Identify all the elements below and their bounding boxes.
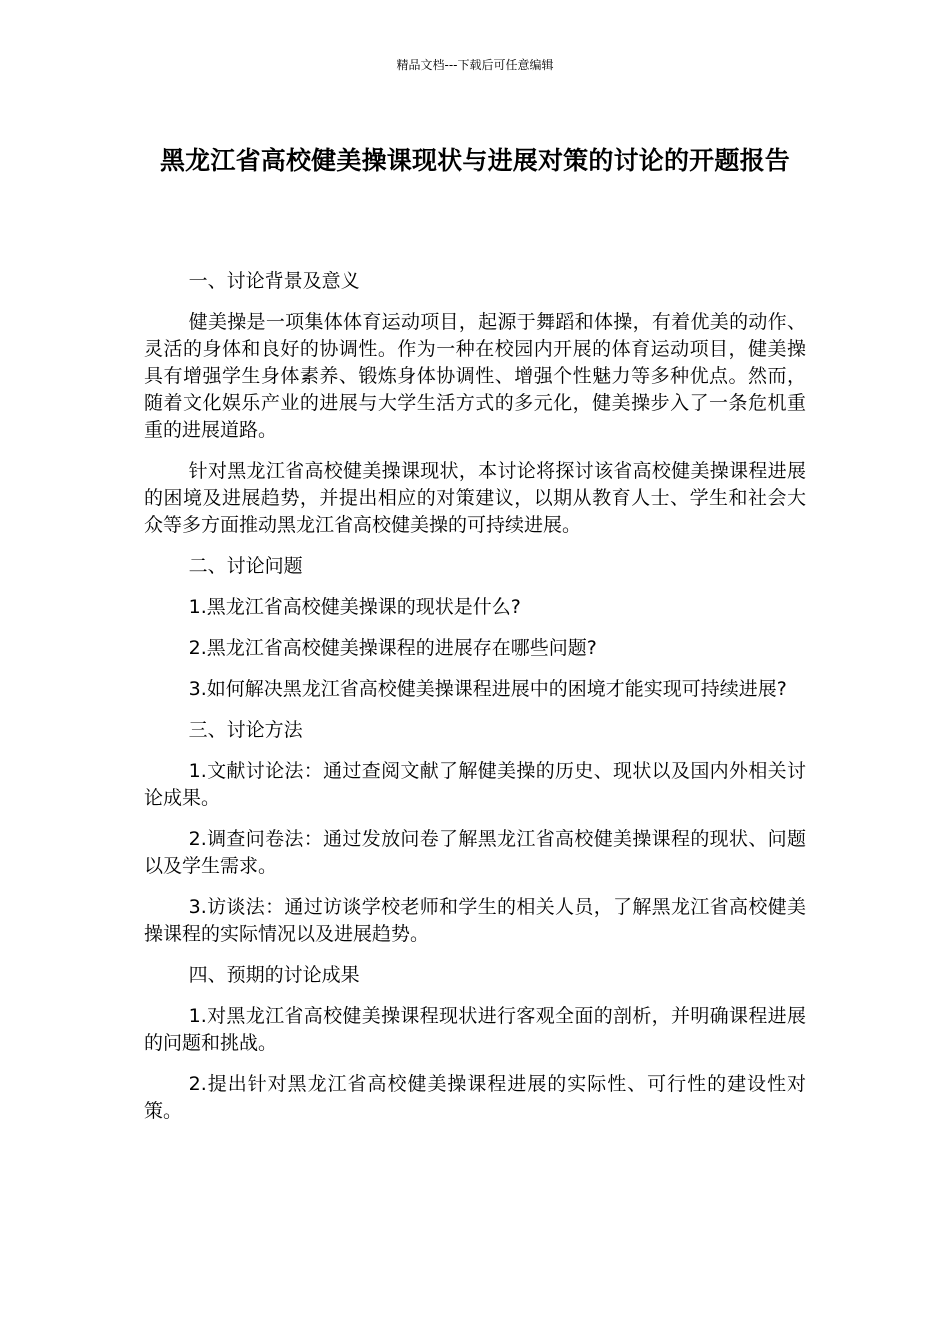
paragraph-background-1: 健美操是一项集体体育运动项目，起源于舞蹈和体操，有着优美的动作、灵活的身体和良好的协调性。作为一种在校园内开展的体育运动项目，健美操具有增强学生身体素养、锻炼身体协调性、增强个性魅力等多种优点。然而，随着文化娱乐产业的进展与大学生活方式的多元化，健美操步入了一条危机重重的进展道路。 <box>144 311 806 441</box>
question-item-1: 1.黑龙江省高校健美操课的现状是什么? <box>188 596 521 618</box>
section-heading-outcomes: 四、预期的讨论成果 <box>188 964 360 986</box>
section-heading-methods: 三、讨论方法 <box>188 719 303 741</box>
document-title: 黑龙江省高校健美操课现状与进展对策的讨论的开题报告 <box>159 146 790 175</box>
document-body <box>144 268 806 1139</box>
header-note: 精品文档---下载后可任意编辑 <box>396 58 554 72</box>
paragraph-background-2: 针对黑龙江省高校健美操课现状，本讨论将探讨该省高校健美操课程进展的困境及进展趋势，并提出相应的对策建议，以期从教育人士、学生和社会大众等多方面推动黑龙江省高校健美操的可持续进展。 <box>144 460 806 536</box>
outcome-item-1: 1.对黑龙江省高校健美操课程现状进行客观全面的剖析，并明确课程进展的问题和挑战。 <box>144 1005 806 1054</box>
question-item-2: 2.黑龙江省高校健美操课程的进展存在哪些问题? <box>188 637 597 659</box>
section-heading-background: 一、讨论背景及意义 <box>188 270 360 292</box>
method-item-3: 3.访谈法：通过访谈学校老师和学生的相关人员，了解黑龙江省高校健美操课程的实际情况以及进展趋势。 <box>144 896 806 945</box>
method-item-1: 1.文献讨论法：通过查阅文献了解健美操的历史、现状以及国内外相关讨论成果。 <box>144 760 806 809</box>
question-item-3: 3.如何解决黑龙江省高校健美操课程进展中的困境才能实现可持续进展? <box>188 678 787 700</box>
method-item-2: 2.调查问卷法：通过发放问卷了解黑龙江省高校健美操课程的现状、问题以及学生需求。 <box>144 828 806 877</box>
outcome-item-2: 2.提出针对黑龙江省高校健美操课程进展的实际性、可行性的建设性对策。 <box>144 1073 806 1122</box>
section-heading-questions: 二、讨论问题 <box>188 555 303 577</box>
